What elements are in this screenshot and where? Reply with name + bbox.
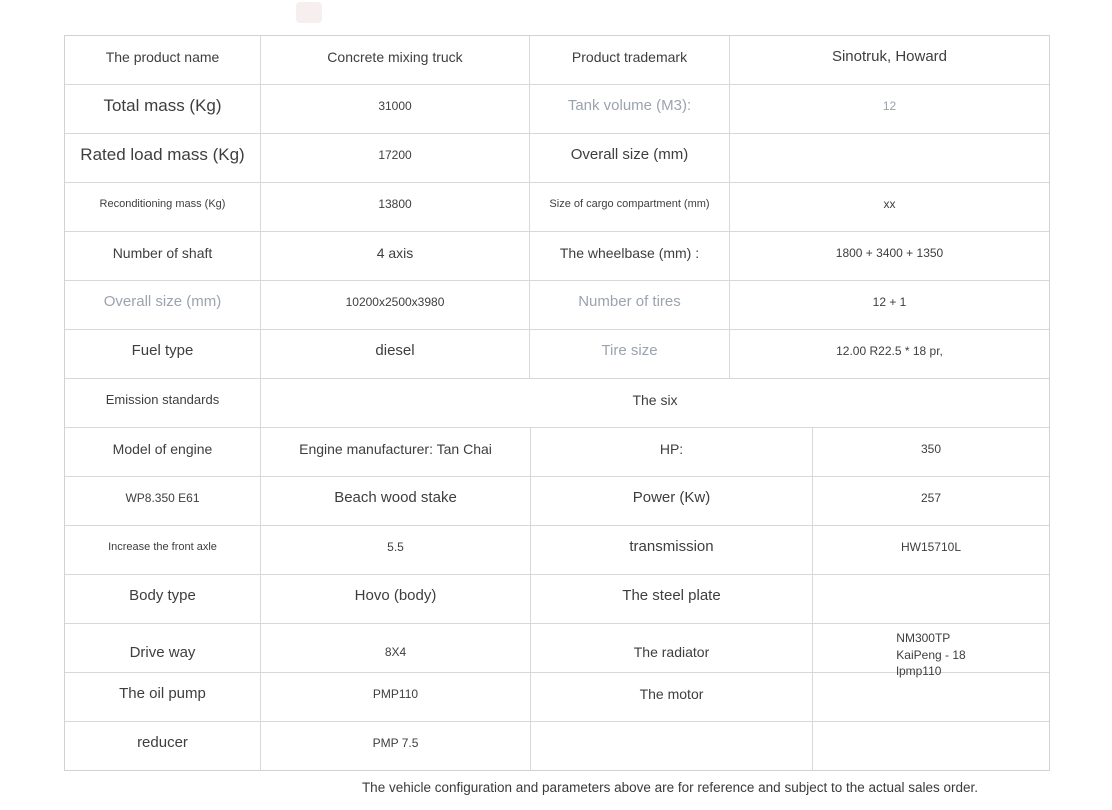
value-number-of-shaft: 4 axis (261, 232, 530, 280)
vehicle-spec-table (64, 35, 1050, 771)
value-hp: 350 (920, 441, 942, 456)
label-hp: HP: (531, 428, 813, 476)
label-oil-pump: The oil pump (65, 673, 261, 721)
value-motor (813, 673, 1049, 721)
empty-cell (813, 722, 1049, 770)
value-rated-load-mass: 17200 (261, 134, 530, 182)
value-overall-size-top (730, 134, 1049, 182)
value-overall-size: 10200x2500x3980 (261, 281, 530, 329)
label-rated-load-mass: Rated load mass (Kg) (65, 134, 261, 182)
value-beach-wood-stake: Beach wood stake (261, 477, 531, 525)
table-row (65, 428, 1049, 477)
table-row (65, 526, 1049, 575)
value-steel-plate (813, 575, 1049, 623)
label-body-type: Body type (65, 575, 261, 623)
label-radiator: The radiator (531, 624, 813, 688)
table-row (65, 85, 1049, 134)
label-steel-plate: The steel plate (531, 575, 813, 623)
value-cargo-compartment: xx (883, 196, 896, 211)
value-fuel-type: diesel (261, 330, 530, 378)
table-row (65, 232, 1049, 281)
value-oil-pump: PMP110 (261, 673, 531, 721)
radiator-spec-lines (896, 623, 965, 680)
table-row (65, 624, 1049, 678)
radiator-spec-line: KaiPeng - 18 (896, 647, 966, 662)
table-row (65, 183, 1049, 232)
value-body-type: Hovo (body) (261, 575, 531, 623)
label-product-trademark: Product trademark (530, 36, 730, 84)
table-row (65, 281, 1049, 330)
value-number-of-tires: 12 + 1 (872, 294, 907, 309)
empty-cell (531, 722, 813, 770)
label-tire-size: Tire size (530, 330, 730, 378)
table-row (65, 673, 1049, 722)
label-wheelbase: The wheelbase (mm) : (530, 232, 730, 280)
value-front-axle: 5.5 (261, 526, 531, 574)
radiator-spec-line: NM300TP (896, 631, 951, 645)
table-row (65, 379, 1049, 428)
label-emission-standards: Emission standards (65, 379, 261, 427)
label-number-of-shaft: Number of shaft (65, 232, 261, 280)
value-transmission: HW15710L (900, 539, 962, 554)
label-reconditioning-mass: Reconditioning mass (Kg) (65, 183, 261, 231)
label-number-of-tires: Number of tires (530, 281, 730, 329)
label-engine-model: Model of engine (65, 428, 261, 476)
label-tank-volume: Tank volume (M3): (530, 85, 730, 133)
label-total-mass: Total mass (Kg) (65, 85, 261, 133)
value-product-trademark: Sinotruk, Howard (831, 48, 948, 65)
value-reconditioning-mass: 13800 (261, 183, 530, 231)
table-row (65, 134, 1049, 183)
table-row (65, 477, 1049, 526)
value-tank-volume: 12 (882, 98, 897, 113)
value-engine-manufacturer: Engine manufacturer: Tan Chai (261, 428, 531, 476)
value-emission-standards: The six (632, 391, 678, 408)
value-product-name: Concrete mixing truck (261, 36, 530, 84)
radiator-spec-line: lpmp110 (896, 664, 942, 678)
table-row (65, 722, 1049, 770)
value-power-kw: 257 (920, 490, 942, 505)
value-wheelbase: 1800 + 3400 + 1350 (835, 245, 944, 260)
label-reducer: reducer (65, 722, 261, 770)
label-product-name: The product name (65, 36, 261, 84)
label-motor: The motor (531, 673, 813, 721)
disclaimer-note: The vehicle configuration and parameters above are for reference and subject to the actual sales order. (361, 780, 979, 795)
label-drive-way: Drive way (65, 624, 261, 688)
label-overall-size: Overall size (mm) (65, 281, 261, 329)
value-reducer: PMP 7.5 (261, 722, 531, 770)
label-engine-code: WP8.350 E61 (65, 477, 261, 525)
table-row (65, 36, 1049, 85)
value-tire-size: 12.00 R22.5 * 18 pr, (836, 343, 943, 358)
table-row (65, 330, 1049, 379)
label-transmission: transmission (531, 526, 813, 574)
label-overall-size-top: Overall size (mm) (530, 134, 730, 182)
value-drive-way: 8X4 (261, 624, 531, 688)
label-power-kw: Power (Kw) (531, 477, 813, 525)
label-front-axle: Increase the front axle (65, 526, 261, 574)
faint-highlight-mark (296, 2, 322, 23)
label-fuel-type: Fuel type (65, 330, 261, 378)
table-row (65, 575, 1049, 624)
value-total-mass: 31000 (261, 85, 530, 133)
label-cargo-compartment: Size of cargo compartment (mm) (530, 183, 730, 231)
